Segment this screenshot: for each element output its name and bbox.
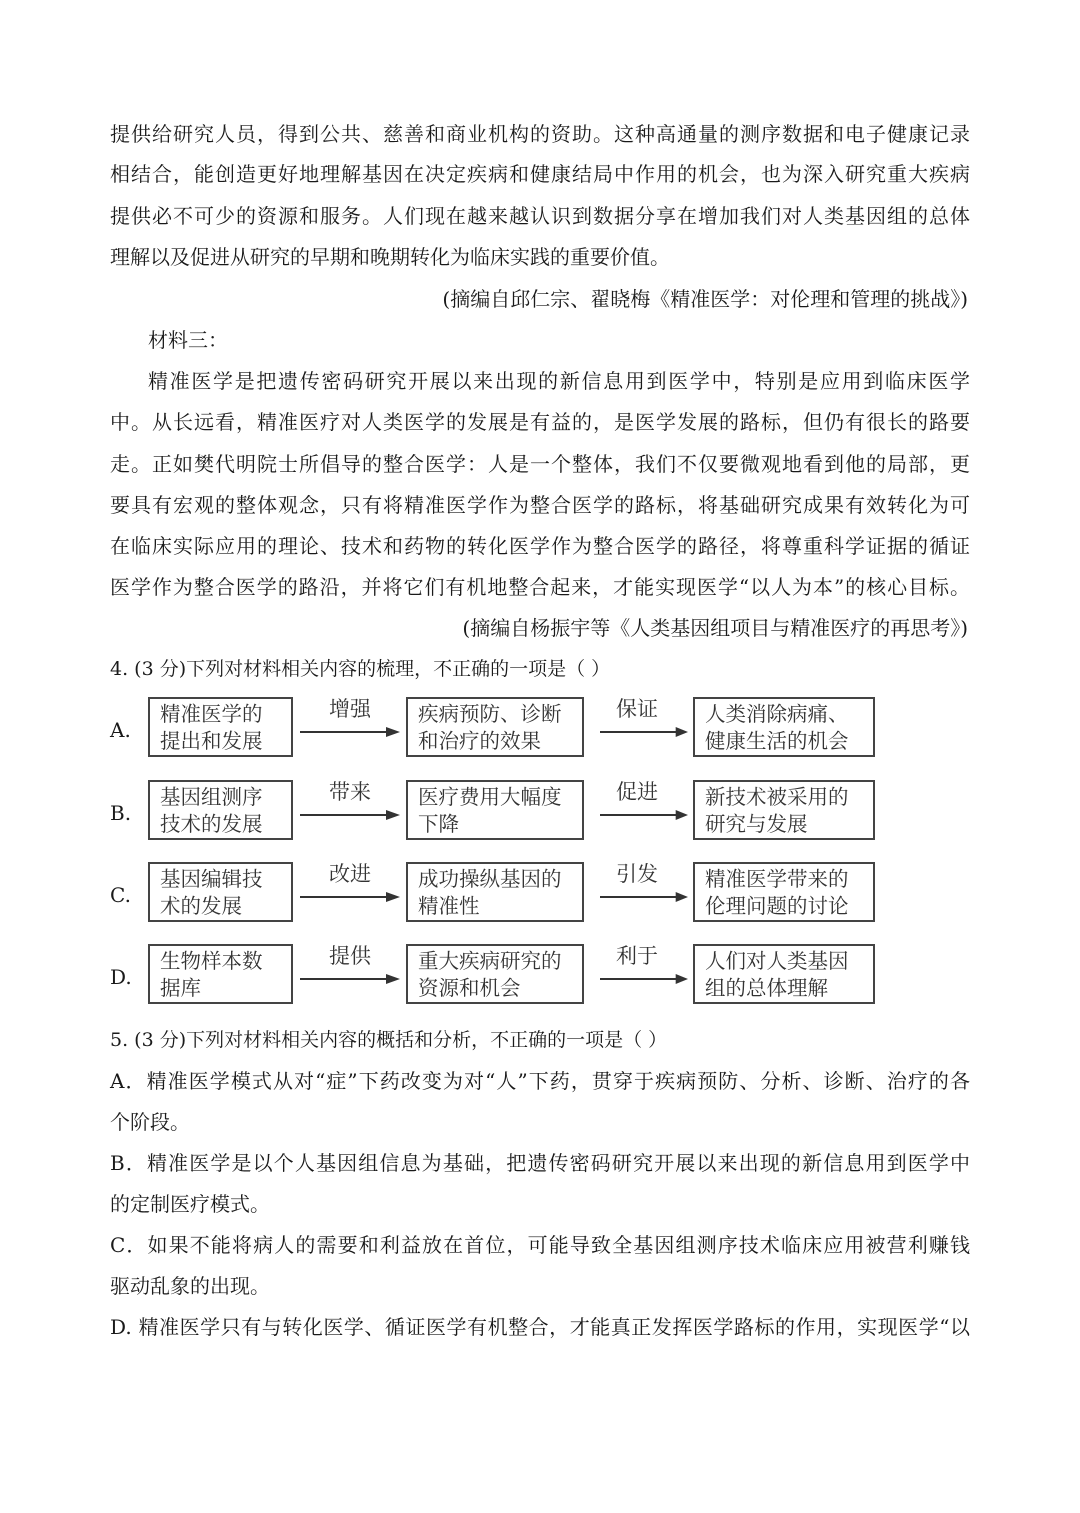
option-a-flow[interactable] <box>110 697 890 763</box>
option-b-text[interactable]: B．精准医学是以个人基因组信息为基础，把遗传密码研究开展以来出现的新信息用到医学中 <box>110 1151 970 1175</box>
option-letter: D. <box>110 965 132 989</box>
paragraph-line: 理解以及促进从研究的早期和晚期转化为临床实践的重要价值。 <box>110 245 670 269</box>
paragraph-line: 提供给研究人员，得到公共、慈善和商业机构的资助。这种高通量的测序数据和电子健康记录 <box>110 122 970 146</box>
arrow-icon <box>600 727 688 737</box>
option-a-text[interactable]: A．精准医学模式从对“症”下药改变为对“人”下药，贯穿于疾病预防、分析、诊断、治疗的各 <box>110 1069 970 1093</box>
flow-verb: 增强 <box>329 697 371 721</box>
flow-box: 新技术被采用的 研究与发展 <box>693 780 875 840</box>
flow-verb: 引发 <box>616 862 658 886</box>
option-letter: B. <box>110 801 132 825</box>
arrow-icon <box>300 974 400 984</box>
flow-verb: 提供 <box>329 944 371 968</box>
flow-verb: 促进 <box>616 780 658 804</box>
arrow-icon <box>600 810 688 820</box>
flow-box: 生物样本数 据库 <box>148 944 293 1004</box>
flow-box: 基因组测序 技术的发展 <box>148 780 293 840</box>
flow-box: 精准医学带来的 伦理问题的讨论 <box>693 862 875 922</box>
flow-verb: 改进 <box>329 862 371 886</box>
flow-verb: 保证 <box>616 697 658 721</box>
option-c-text[interactable]: C．如果不能将病人的需要和利益放在首位，可能导致全基因组测序技术临床应用被营利赚钱 <box>110 1233 970 1257</box>
material-three-label: 材料三： <box>148 328 228 352</box>
paragraph-line: 医学作为整合医学的路沿，并将它们有机地整合起来，才能实现医学“以人为本”的核心目标。 <box>110 575 970 599</box>
paragraph-line: 相结合，能创造更好地理解基因在决定疾病和健康结局中作用的机会，也为深入研究重大疾病 <box>110 162 970 186</box>
flow-box: 精准医学的 提出和发展 <box>148 697 293 757</box>
paragraph-line: 提供必不可少的资源和服务。人们现在越来越认识到数据分享在增加我们对人类基因组的总体 <box>110 204 970 228</box>
option-a-text-cont: 个阶段。 <box>110 1110 190 1134</box>
option-c-text-cont: 驱动乱象的出现。 <box>110 1274 270 1298</box>
flow-box: 重大疾病研究的 资源和机会 <box>406 944 584 1004</box>
option-letter: C. <box>110 883 131 907</box>
question-4-stem: 4. (3 分)下列对材料相关内容的梳理，不正确的一项是（ ） <box>110 658 611 680</box>
flow-verb: 利于 <box>616 944 658 968</box>
source-citation: (摘编自杨振宇等《人类基因组项目与精准医疗的再思考》) <box>462 616 968 640</box>
arrow-icon <box>600 974 688 984</box>
flow-box: 基因编辑技 术的发展 <box>148 862 293 922</box>
source-citation: (摘编自邱仁宗、翟晓梅《精准医学：对伦理和管理的挑战》) <box>442 287 968 311</box>
flow-box: 疾病预防、诊断 和治疗的效果 <box>406 697 584 757</box>
paragraph-line: 中。从长远看，精准医疗对人类医学的发展是有益的，是医学发展的路标，但仍有很长的路要 <box>110 410 970 434</box>
option-b-text-cont: 的定制医疗模式。 <box>110 1192 270 1216</box>
paragraph-line: 精准医学是把遗传密码研究开展以来出现的新信息用到医学中，特别是应用到临床医学 <box>148 369 970 393</box>
paragraph-line: 走。正如樊代明院士所倡导的整合医学：人是一个整体，我们不仅要微观地看到他的局部，更 <box>110 452 970 476</box>
flow-box: 人类消除病痛、 健康生活的机会 <box>693 697 875 757</box>
arrow-icon <box>300 810 400 820</box>
arrow-icon <box>600 892 688 902</box>
flow-box: 人们对人类基因 组的总体理解 <box>693 944 875 1004</box>
option-d-flow[interactable] <box>110 944 890 1010</box>
question-5-stem: 5. (3 分)下列对材料相关内容的概括和分析，不正确的一项是（ ） <box>110 1029 668 1051</box>
option-b-flow[interactable] <box>110 780 890 846</box>
flow-verb: 带来 <box>329 780 371 804</box>
paragraph-line: 要具有宏观的整体观念，只有将精准医学作为整合医学的路标，将基础研究成果有效转化为可 <box>110 493 970 517</box>
option-c-flow[interactable] <box>110 862 890 928</box>
flow-box: 医疗费用大幅度 下降 <box>406 780 584 840</box>
paragraph-line: 在临床实际应用的理论、技术和药物的转化医学作为整合医学的路径，将尊重科学证据的循证 <box>110 534 970 558</box>
arrow-icon <box>300 892 400 902</box>
arrow-icon <box>300 727 400 737</box>
option-d-text[interactable]: D. 精准医学只有与转化医学、循证医学有机整合，才能真正发挥医学路标的作用，实现医学“以 <box>110 1315 970 1339</box>
option-letter: A. <box>110 718 131 742</box>
flow-box: 成功操纵基因的 精准性 <box>406 862 584 922</box>
